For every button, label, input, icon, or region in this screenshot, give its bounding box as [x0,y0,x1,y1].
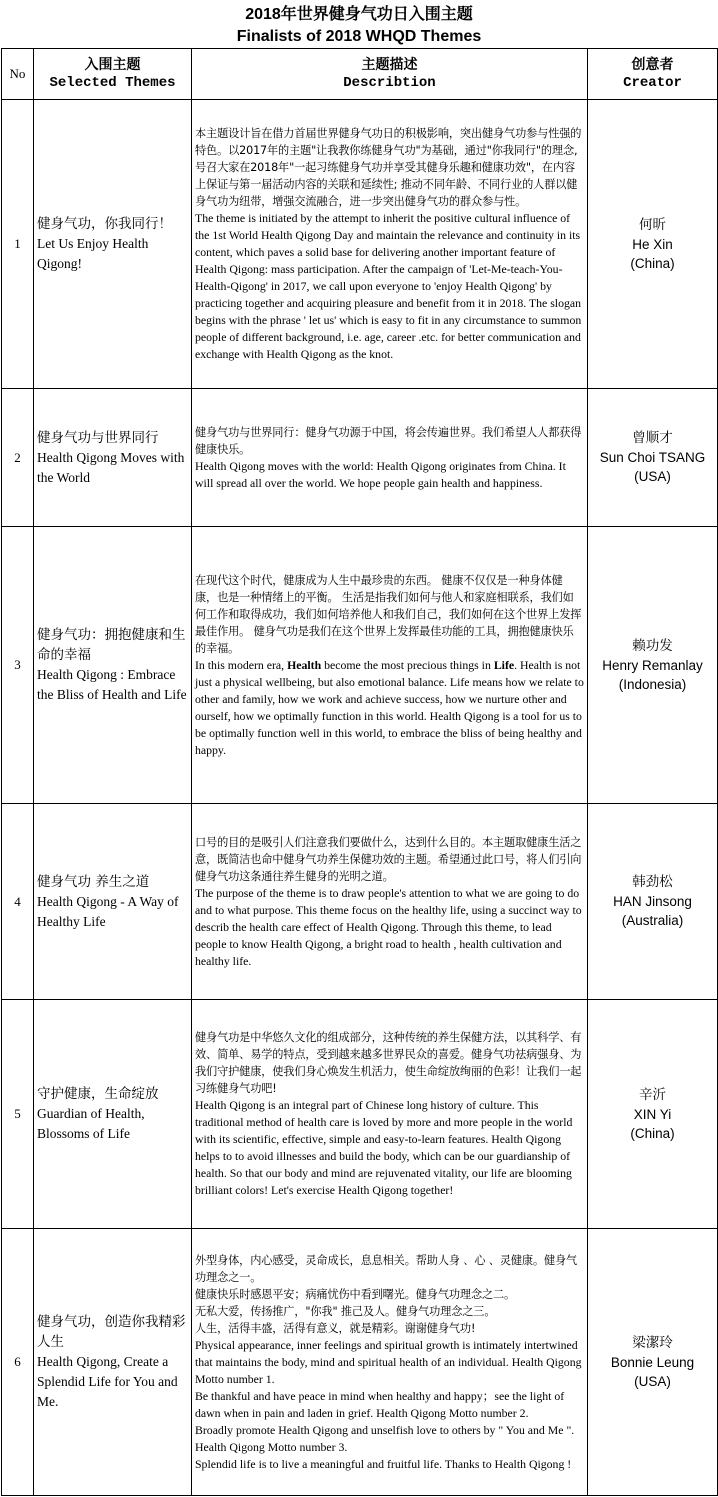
creator-country: (Australia) [621,913,684,928]
creator-cell [588,804,718,1000]
header-creator [588,49,718,100]
header-creator-cn: 创意者 [631,57,674,73]
creator-en: Sun Choi TSANG [599,450,706,465]
theme-cn: 守护健康，生命绽放 [37,1086,159,1102]
theme-cell [34,1229,192,1496]
creator-cn: 曾顺才 [632,430,673,446]
theme-en: Health Qigong, Create a Splendid Life for You and Me. [37,1354,178,1409]
description-en: Health Qigong is an integral part of Chinese long history of culture. This traditional method of health care is loved by more and more people in the world with its scientific, effective, simple and easy-to-learn features. Health Qigong helps to to avoid illnesses and build the body, which can be our guardianship of health. So that our body and mind are rejuvenated vitality, our life are blooming brilliant colors! Let's exercise Health Qigong together! [195,1098,573,1197]
theme-cell [34,527,192,804]
description-cell [192,1229,588,1496]
description-en: The theme is initiated by the attempt to inherit the positive cultural influence of the 1st World Health Qigong Day and maintain the relevance and continuity in its content, which paves a solid base for delivering another important feature of Health Qigong: mass participation. After the campaign of 'Let-Me-teach-You-Health-Qigong' in 2017, we call upon everyone to 'enjoy Health Qigong' by practicing together and acquiring pleasure and benefit from it in 2018. The slogan begins with the phrase ' let us' which is easy to fit in any circumstance to summon people of different background, i.e. age, career .etc. for better communication and exchange with Health Qigong as the knot. [195,211,582,361]
table-header-row [2,49,718,100]
table-row [2,389,718,527]
creator-cn: 赖功发 [632,637,673,654]
header-theme-en: Selected Themes [49,75,176,91]
description-en-line: Be thankful and have peace in mind when healthy and happy；see the light of dawn when in pain and laden in grief. Health Qigong Motto number 2. [195,1388,565,1420]
header-desc-en: Describtion [343,75,436,91]
description-en [195,657,584,759]
theme-cn: 健身气功：拥抱健康和生命的幸福 [37,627,186,663]
description-cell [192,100,588,389]
table-row [2,804,718,1000]
description-en-bold: Health [287,657,322,672]
description-en-line: Physical appearance, inner feelings and spiritual growth is intimately intertwined that maintains the body, mind and spiritual health of an individual. Health Qigong Motto number 1. [195,1337,582,1386]
header-no: No [2,49,34,100]
theme-en: Health Qigong : Embrace the Bliss of Health and Life [37,667,187,702]
description-cell [192,804,588,1000]
creator-country: (China) [630,1125,675,1141]
creator-en: HAN Jinsong [613,894,692,909]
creator-cell [588,527,718,804]
description-en-part: become the most precious things in [321,657,494,672]
theme-cell [34,389,192,527]
description-cn: 在现代这个时代，健康成为人生中最珍贵的东西。 健康不仅仅是一种身体健康，也是一种情绪上的平衡。 生活是指我们如何与他人和家庭相联系，我们如何工作和取得成功，我们如何培养他人和我们自己，我们如何在这个世界上发挥最佳作用。 健身气功是我们在这个世界上发挥最佳功能的工具，拥抱健康快乐的幸福。 [195,573,582,655]
description-en-line: Broadly promote Health Qigong and unselfish love to others by " You and Me ". Health Qigong Motto number 3. [195,1422,575,1454]
creator-cell [588,1229,718,1496]
creator-cn: 何昕 [639,216,666,233]
description-cn: 本主题设计旨在借力首届世界健身气功日的积极影响，突出健身气功参与性强的特色。以2017年的主题"让我教你练健身气功"为基础，通过"你我同行"的理念,号召大家在2018年"一起习练健身气功并享受其健身乐趣和健康功效"，在内容上保证与第一届活动内容的关联和延续性; 推动不同年龄、不同行业的人群以健身气功为纽带，增强交流融合，进一步突出健身气功的群众参与性。 [195,127,582,208]
table-row [2,1229,718,1496]
header-theme [34,49,192,100]
theme-en: Health Qigong Moves with the World [37,449,185,485]
page-title-english: Finalists of 2018 WHQD Themes [236,28,482,45]
description-en-line: Splendid life is to live a meaningful and fruitful life. Thanks to Health Qigong ! [195,1456,572,1471]
row-number: 2 [2,389,34,527]
theme-cn: 健身气功 养生之道 [37,873,150,890]
table-row [2,527,718,804]
page-title-chinese: 2018年世界健身气功日入围主题 [245,6,473,23]
description-en-part: . Health is not just a physical wellbeing, but also emotional balance. Life means how we relate to other and family, how we work and achieve success, how we nurture other and ourself, how we optimally function in this world. Health Qigong is a tool for us to be optimally function well in this world, to embrace the bliss of being healthy and happy. [195,657,584,757]
creator-cn: 梁潔玲 [632,1334,673,1351]
creator-en: Bonnie Leung [610,1354,695,1370]
theme-en: Guardian of Health, Blossoms of Life [37,1106,145,1141]
row-number: 4 [2,804,34,1000]
creator-cell [588,389,718,527]
table-row [2,100,718,389]
description-cell [192,389,588,527]
row-number: 1 [2,100,34,389]
header-description [192,49,588,100]
description-cn-line: 人生，活得丰盛，活得有意义，就是精彩。谢谢健身气功! [195,1321,476,1335]
creator-cn: 辛沂 [639,1086,666,1103]
theme-cn: 健身气功，创造你我精彩人生 [37,1314,186,1350]
header-creator-en: Creator [623,75,682,91]
theme-cell [34,100,192,389]
creator-en: Henry Remanlay [602,657,703,673]
creator-cell [588,1000,718,1229]
description-cn: 口号的目的是吸引人们注意我们要做什么，达到什么目的。本主题取健康生活之意，既简洁也命中健身气功养生保健功效的主题。希望通过此口号，将人们引向健身气功这条通往养生健身的光明之道。 [195,835,582,883]
row-number: 6 [2,1229,34,1496]
creator-en: He Xin [632,236,673,252]
theme-cn: 健身气功与世界同行 [37,429,159,446]
creator-country: (Indonesia) [618,676,687,692]
description-cn-line: 无私大爱，传扬推广，"你我" 推己及人。健身气功理念之三。 [195,1304,496,1318]
theme-cell [34,1000,192,1229]
theme-en: Let Us Enjoy Health Qigong! [37,236,149,271]
description-en: The purpose of the theme is to draw people's attention to what we are going to do and to what purpose. This theme focus on the healthy life, using a succinct way to describ the health care effect of Health Qigong. Through this theme, to lead people to know Health Qigong, a bright road to health , health cultivation and healthy life. [195,885,582,968]
description-en-part: In this modern era, [195,657,288,672]
theme-cell [34,804,192,1000]
description-en: Health Qigong moves with the world: Health Qigong originates from China. It will spread all over the world. We hope people gain health and happiness. [195,458,566,490]
description-en-bold: Life [493,657,515,672]
row-number: 3 [2,527,34,804]
theme-cn: 健身气功，你我同行！ [37,216,172,232]
header-theme-cn: 入围主题 [84,57,141,73]
description-cell [192,1000,588,1229]
creator-en: XIN Yi [633,1106,672,1122]
description-cn-line: 外型身体，内心感受，灵命成长，息息相关。帮助人身 、心 、灵健康。健身气功理念之一。 [195,1253,578,1284]
creator-cell [588,100,718,389]
description-cn: 健身气功是中华悠久文化的组成部分，这种传统的养生保健方法，以其科学、有效、简单、易学的特点，受到越来越多世界民众的喜爱。健身气功祛病强身、为我们守护健康，使我们身心焕发生机活力，使生命绽放绚丽的色彩！让我们一起习练健身气功吧! [195,1031,582,1095]
theme-en: Health Qigong - A Way of Healthy Life [37,893,179,929]
description-cn: 健身气功与世界同行：健身气功源于中国，将会传遍世界。我们希望人人都获得健康快乐。 [195,425,582,456]
header-desc-cn: 主题描述 [361,57,418,73]
table-row [2,1000,718,1229]
creator-cn: 韩劲松 [632,874,673,890]
creator-country: (USA) [634,469,671,484]
row-number: 5 [2,1000,34,1229]
themes-table [1,48,718,1496]
description-cn-line: 健康快乐时感恩平安；病痛忧伤中看到曙光。健身气功理念之二。 [195,1287,516,1301]
creator-country: (USA) [634,1373,671,1389]
creator-country: (China) [630,255,675,271]
description-cell [192,527,588,804]
